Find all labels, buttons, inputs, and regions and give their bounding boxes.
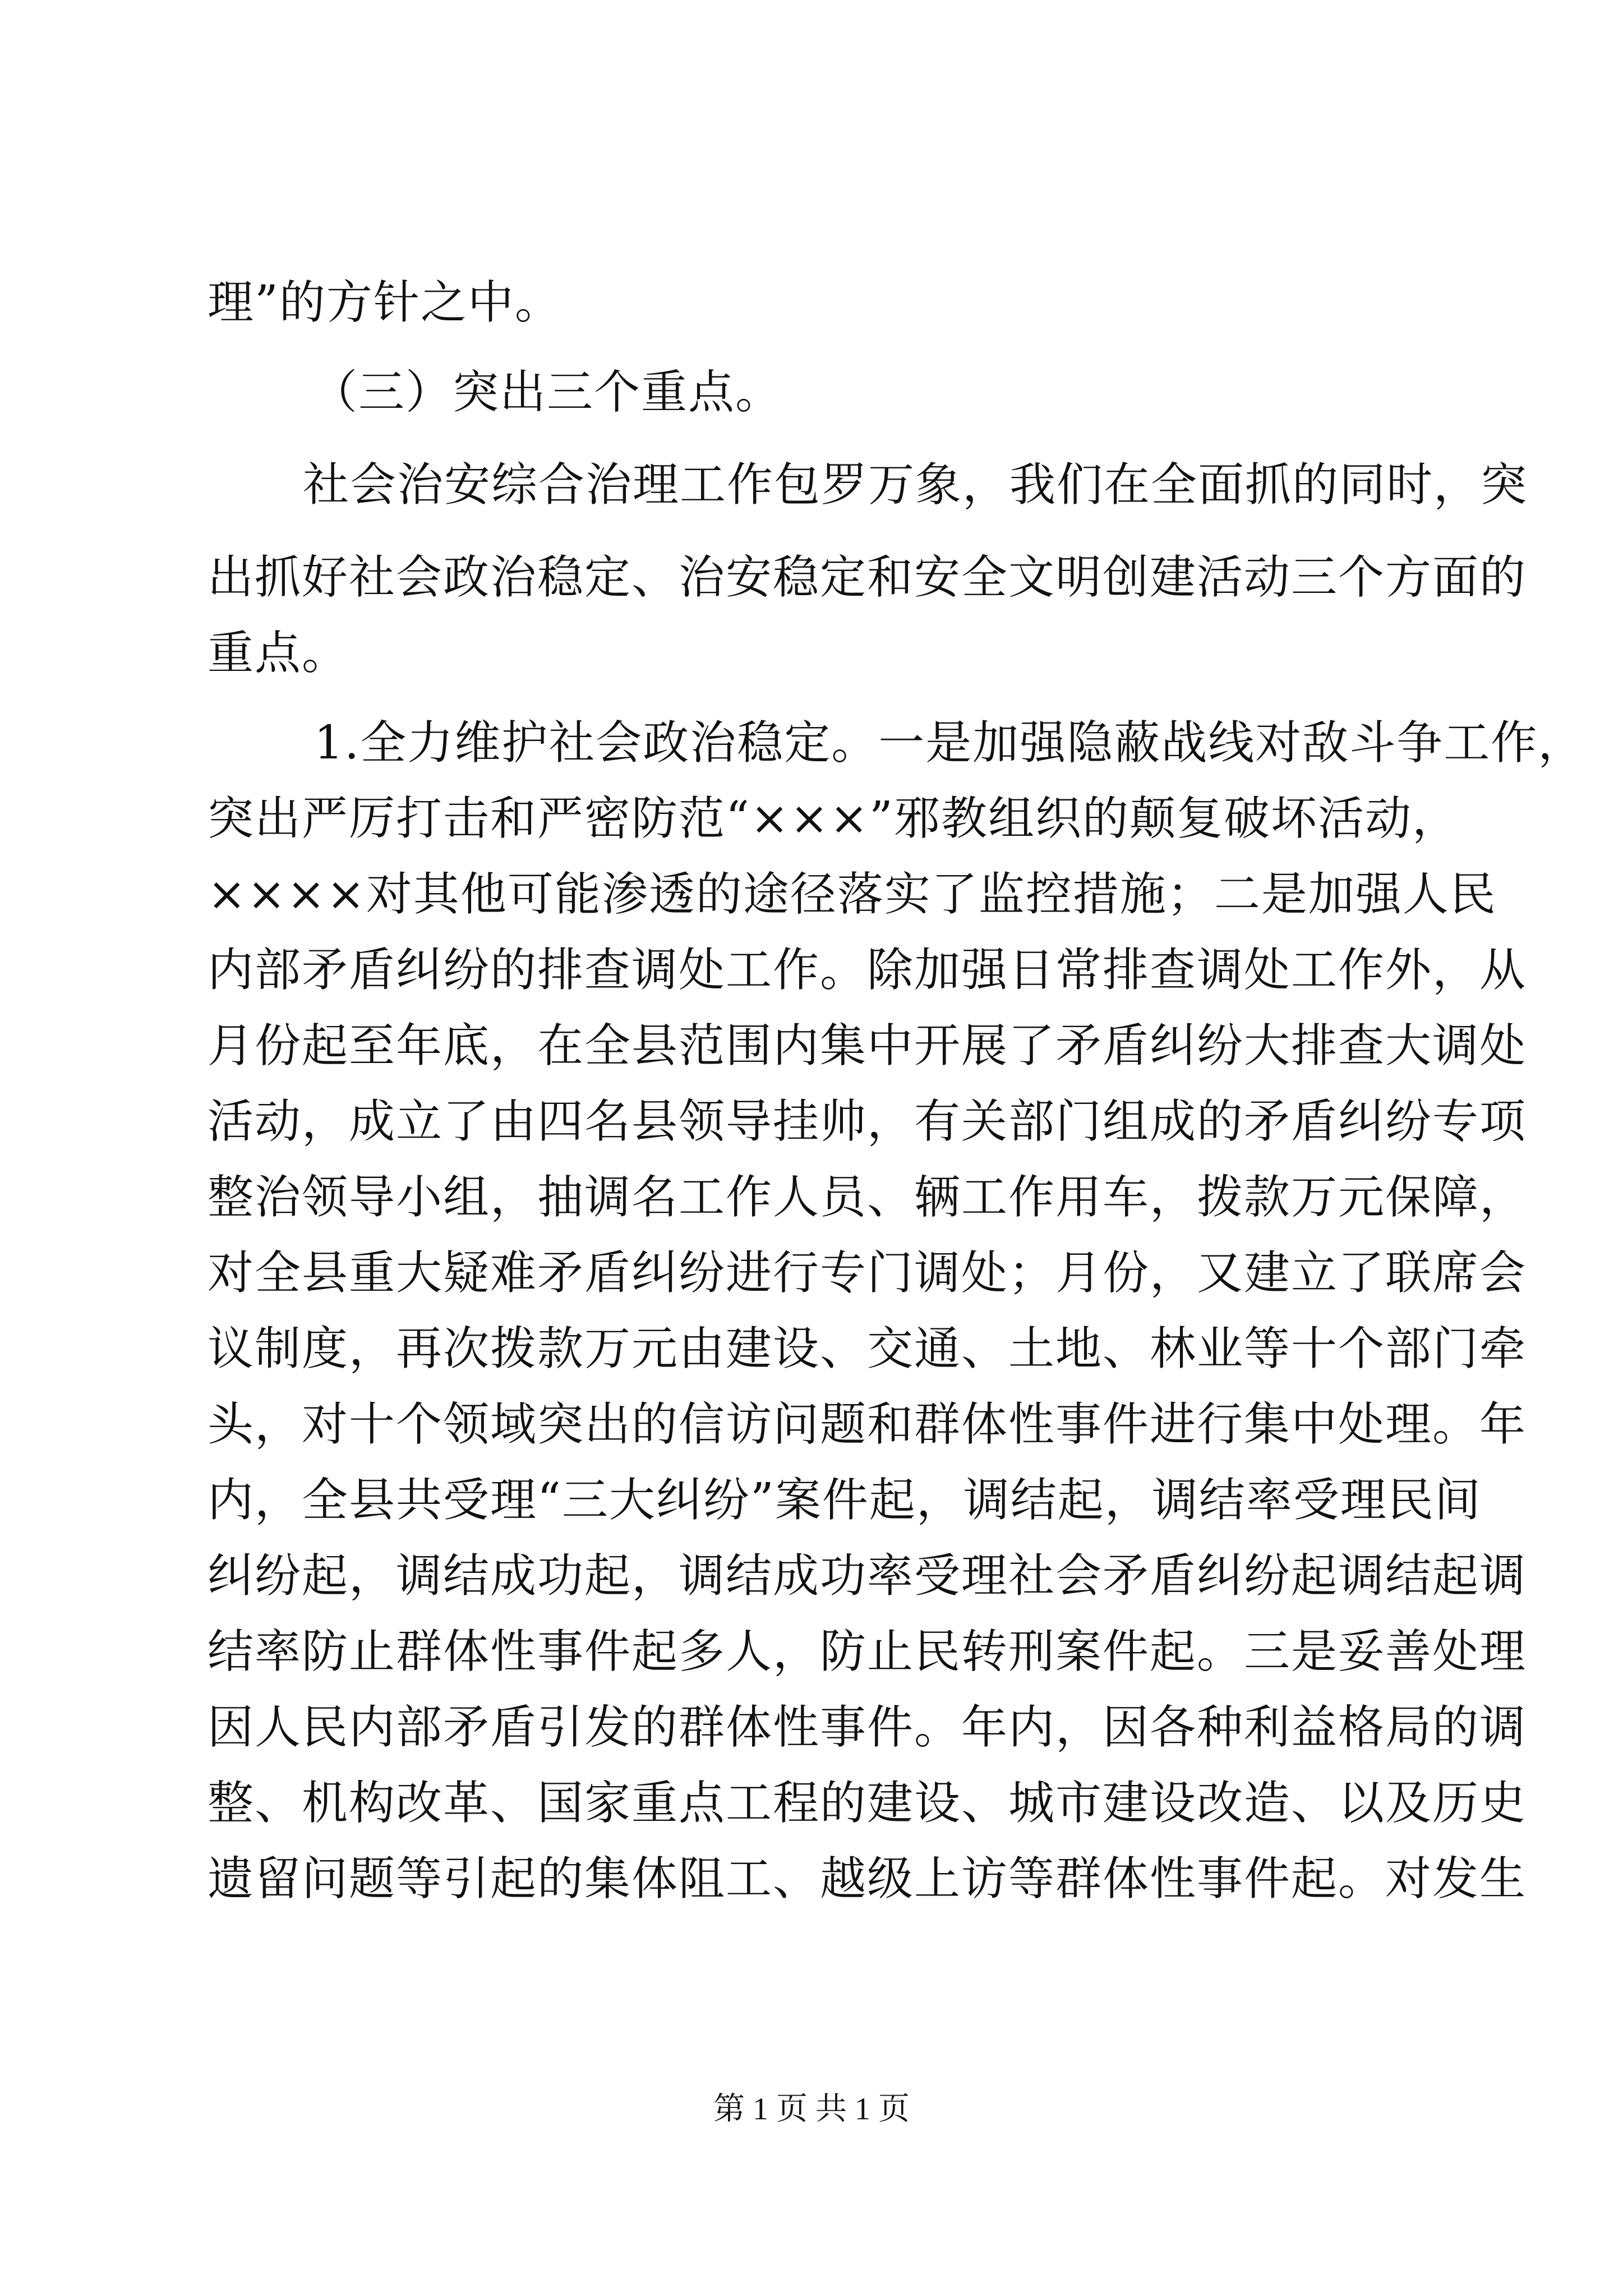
text-line: 重点。 bbox=[208, 627, 349, 680]
text-line: 结率防止群体性事件起多人，防止民转刑案件起。三是妥善处理 bbox=[208, 1625, 1527, 1678]
text-line: 活动，成立了由四名县领导挂帅，有关部门组成的矛盾纠纷专项 bbox=[208, 1095, 1527, 1148]
text-line: 突出严厉打击和严密防范“×××”邪教组织的颠复破坏活动， bbox=[208, 792, 1459, 845]
text-line: 纠纷起，调结成功起，调结成功率受理社会矛盾纠纷起调结起调 bbox=[208, 1549, 1527, 1603]
text-line: 出抓好社会政治稳定、治安稳定和安全文明创建活动三个方面的 bbox=[208, 551, 1527, 604]
text-line: 整治领导小组，抽调名工作人员、辆工作用车，拨款万元保障， bbox=[208, 1171, 1527, 1224]
text-line: ××××对其他可能渗透的途径落实了监控措施；二是加强人民 bbox=[208, 868, 1497, 921]
text-line: 理”的方针之中。 bbox=[208, 276, 562, 329]
text-line: 对全县重大疑难矛盾纠纷进行专门调处；月份，又建立了联席会 bbox=[208, 1246, 1527, 1300]
text-line: 内，全县共受理“三大纠纷”案件起，调结起，调结率受理民间 bbox=[208, 1474, 1482, 1527]
section-heading: （三）突出三个重点。 bbox=[311, 366, 783, 419]
text-line: 因人民内部矛盾引发的群体性事件。年内，因各种利益格局的调 bbox=[208, 1701, 1527, 1754]
text-line: 月份起至年底，在全县范围内集中开展了矛盾纠纷大排查大调处 bbox=[208, 1019, 1527, 1073]
text-line: 1.全力维护社会政治稳定。一是加强隐蔽战线对敌斗争工作， bbox=[314, 716, 1585, 770]
text-line: 议制度，再次拨款万元由建设、交通、土地、林业等十个部门牵 bbox=[208, 1322, 1527, 1375]
text-line: 整、机构改革、国家重点工程的建设、城市建设改造、以及历史 bbox=[208, 1777, 1527, 1830]
text-line: 内部矛盾纠纷的排查调处工作。除加强日常排查调处工作外，从 bbox=[208, 944, 1527, 997]
text-line: 遗留问题等引起的集体阻工、越级上访等群体性事件起。对发生 bbox=[208, 1852, 1527, 1906]
text-line: 头，对十个领域突出的信访问题和群体性事件进行集中处理。年 bbox=[208, 1398, 1527, 1451]
page-number-footer: 第 1 页 共 1 页 bbox=[713, 2092, 910, 2127]
text-line: 社会治安综合治理工作包罗万象，我们在全面抓的同时，突 bbox=[303, 458, 1528, 512]
